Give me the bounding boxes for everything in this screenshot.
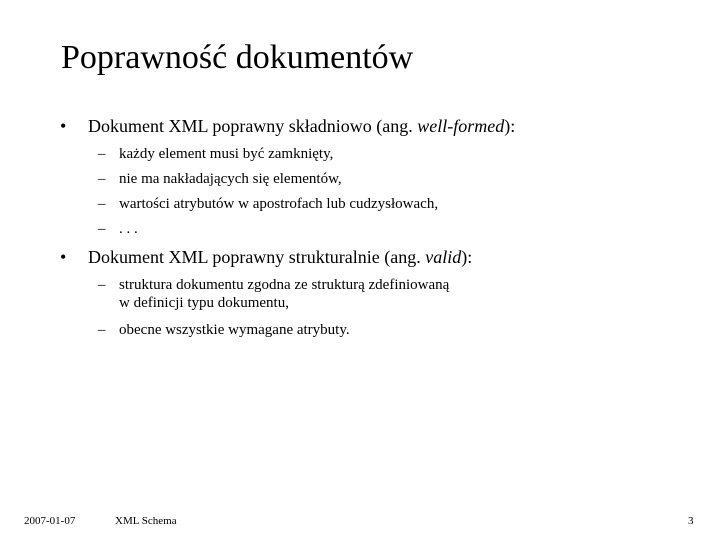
bullet-text xyxy=(88,246,472,268)
subitem-text: nie ma nakładających się elementów, xyxy=(119,171,342,187)
subitem-text: obecne wszystkie wymagane atrybuty. xyxy=(119,322,350,338)
subitem-text: wartości atrybutów w apostrofach lub cudzysłowach, xyxy=(119,196,439,212)
subitem-text: każdy element musi być zamknięty, xyxy=(119,146,334,162)
bullet-text-after: ): xyxy=(461,247,473,267)
dash-marker: – xyxy=(98,171,106,187)
bullet-text-after: ): xyxy=(504,116,516,136)
bullet-text-before: Dokument XML poprawny składniowo (ang. xyxy=(88,116,418,136)
subitem-text: . . . xyxy=(119,221,138,237)
bullet-term: well-formed xyxy=(417,116,505,136)
footer-date: 2007-01-07 xyxy=(24,515,76,527)
footer-course: XML Schema xyxy=(115,515,177,527)
bullet-marker: • xyxy=(60,247,67,267)
bullet-marker: • xyxy=(60,116,67,136)
bullet-term: valid xyxy=(425,247,462,267)
dash-marker: – xyxy=(98,277,106,293)
dash-marker: – xyxy=(98,322,106,338)
dash-marker: – xyxy=(98,221,106,237)
subitem-text xyxy=(119,276,449,312)
bullet-text-before: Dokument XML poprawny strukturalnie (ang. xyxy=(88,247,426,267)
bullet-text xyxy=(88,115,515,137)
slide-title: Poprawność dokumentów xyxy=(61,39,414,76)
footer-page-number: 3 xyxy=(688,515,694,527)
dash-marker: – xyxy=(98,196,106,212)
dash-marker: – xyxy=(98,146,106,162)
subitem-line-2: w definicji typu dokumentu, xyxy=(119,295,289,311)
subitem-line-1: struktura dokumentu zgodna ze strukturą zdefiniowaną xyxy=(119,277,450,293)
